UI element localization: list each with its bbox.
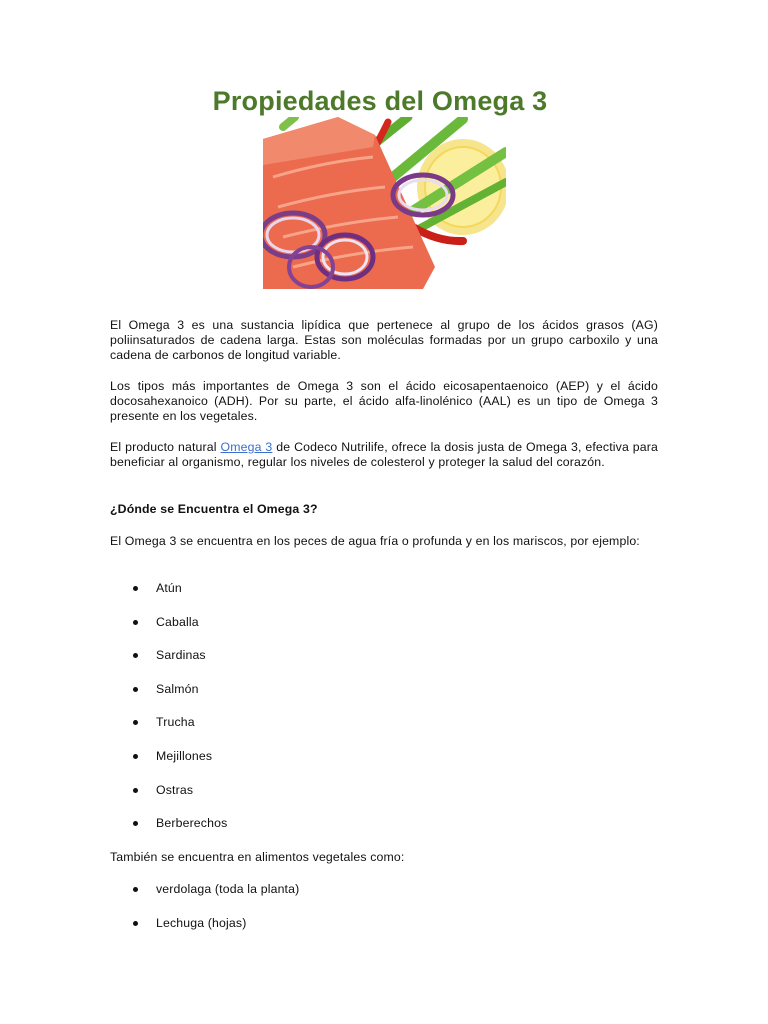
- list-item-label: Trucha: [156, 715, 195, 730]
- bullet-icon: [133, 821, 138, 826]
- product-text-after: de Codeco Nutrilife, ofrece la dosis justa de Omega 3, efectiva para beneficiar al organismo, regular los niveles de colesterol y proteger la salud del corazón.: [110, 440, 659, 469]
- list-item-label: Salmón: [156, 681, 199, 696]
- page-title: Propiedades del Omega 3: [212, 86, 548, 116]
- list-item: [110, 715, 658, 749]
- section-heading: ¿Dónde se Encuentra el Omega 3?: [110, 502, 318, 516]
- list-item: [110, 581, 658, 615]
- list-item-label: Atún: [156, 581, 182, 595]
- vegetables-list: [110, 882, 658, 949]
- seafood-list: [110, 581, 658, 850]
- types-paragraph: Los tipos más importantes de Omega 3 son el ácido eicosapentaenoico (AEP) y el ácido docosahexanoico (ADH). Por su parte, el ácido alfa-linolénico (AAL) es un tipo de Omega 3 presente en los vegetales.: [110, 379, 658, 423]
- product-text-before: El producto natural: [110, 440, 221, 454]
- bullet-icon: [133, 653, 138, 658]
- bullet-icon: [133, 788, 138, 793]
- list-item: [110, 648, 658, 682]
- bullet-icon: [133, 754, 138, 759]
- vegetables-intro-paragraph: También se encuentra en alimentos vegetales como:: [110, 850, 405, 864]
- list-item: [110, 916, 658, 950]
- fish-intro-paragraph: El Omega 3 se encuentra en los peces de agua fría o profunda y en los mariscos, por ejemplo:: [110, 534, 640, 548]
- bullet-icon: [133, 687, 138, 692]
- list-item: [110, 682, 658, 716]
- list-item-label: Caballa: [156, 614, 199, 629]
- list-item: [110, 882, 658, 916]
- list-item: [110, 615, 658, 649]
- list-item: [110, 816, 658, 850]
- bullet-icon: [133, 620, 138, 625]
- omega-3-product-link[interactable]: Omega 3: [220, 440, 273, 454]
- list-item-label: verdolaga (toda la planta): [156, 882, 300, 896]
- bullet-icon: [133, 720, 138, 725]
- list-item: [110, 783, 658, 817]
- list-item-label: Mejillones: [156, 748, 213, 763]
- intro-paragraph: El Omega 3 es una sustancia lipídica que pertenece al grupo de los ácidos grasos (AG) poliinsaturados de cadena larga. Estas son moléculas formadas por un grupo carboxilo y una cadena de carbonos de longitud variable.: [110, 318, 658, 362]
- bullet-icon: [133, 586, 138, 591]
- list-item-label: Berberechos: [156, 816, 228, 831]
- bullet-icon: [133, 887, 138, 892]
- list-item-label: Lechuga (hojas): [156, 915, 247, 930]
- salmon-dish-image: [263, 117, 506, 289]
- list-item-label: Ostras: [156, 782, 194, 797]
- list-item-label: Sardinas: [156, 648, 206, 663]
- product-paragraph: [110, 440, 658, 470]
- bullet-icon: [133, 921, 138, 926]
- list-item: [110, 749, 658, 783]
